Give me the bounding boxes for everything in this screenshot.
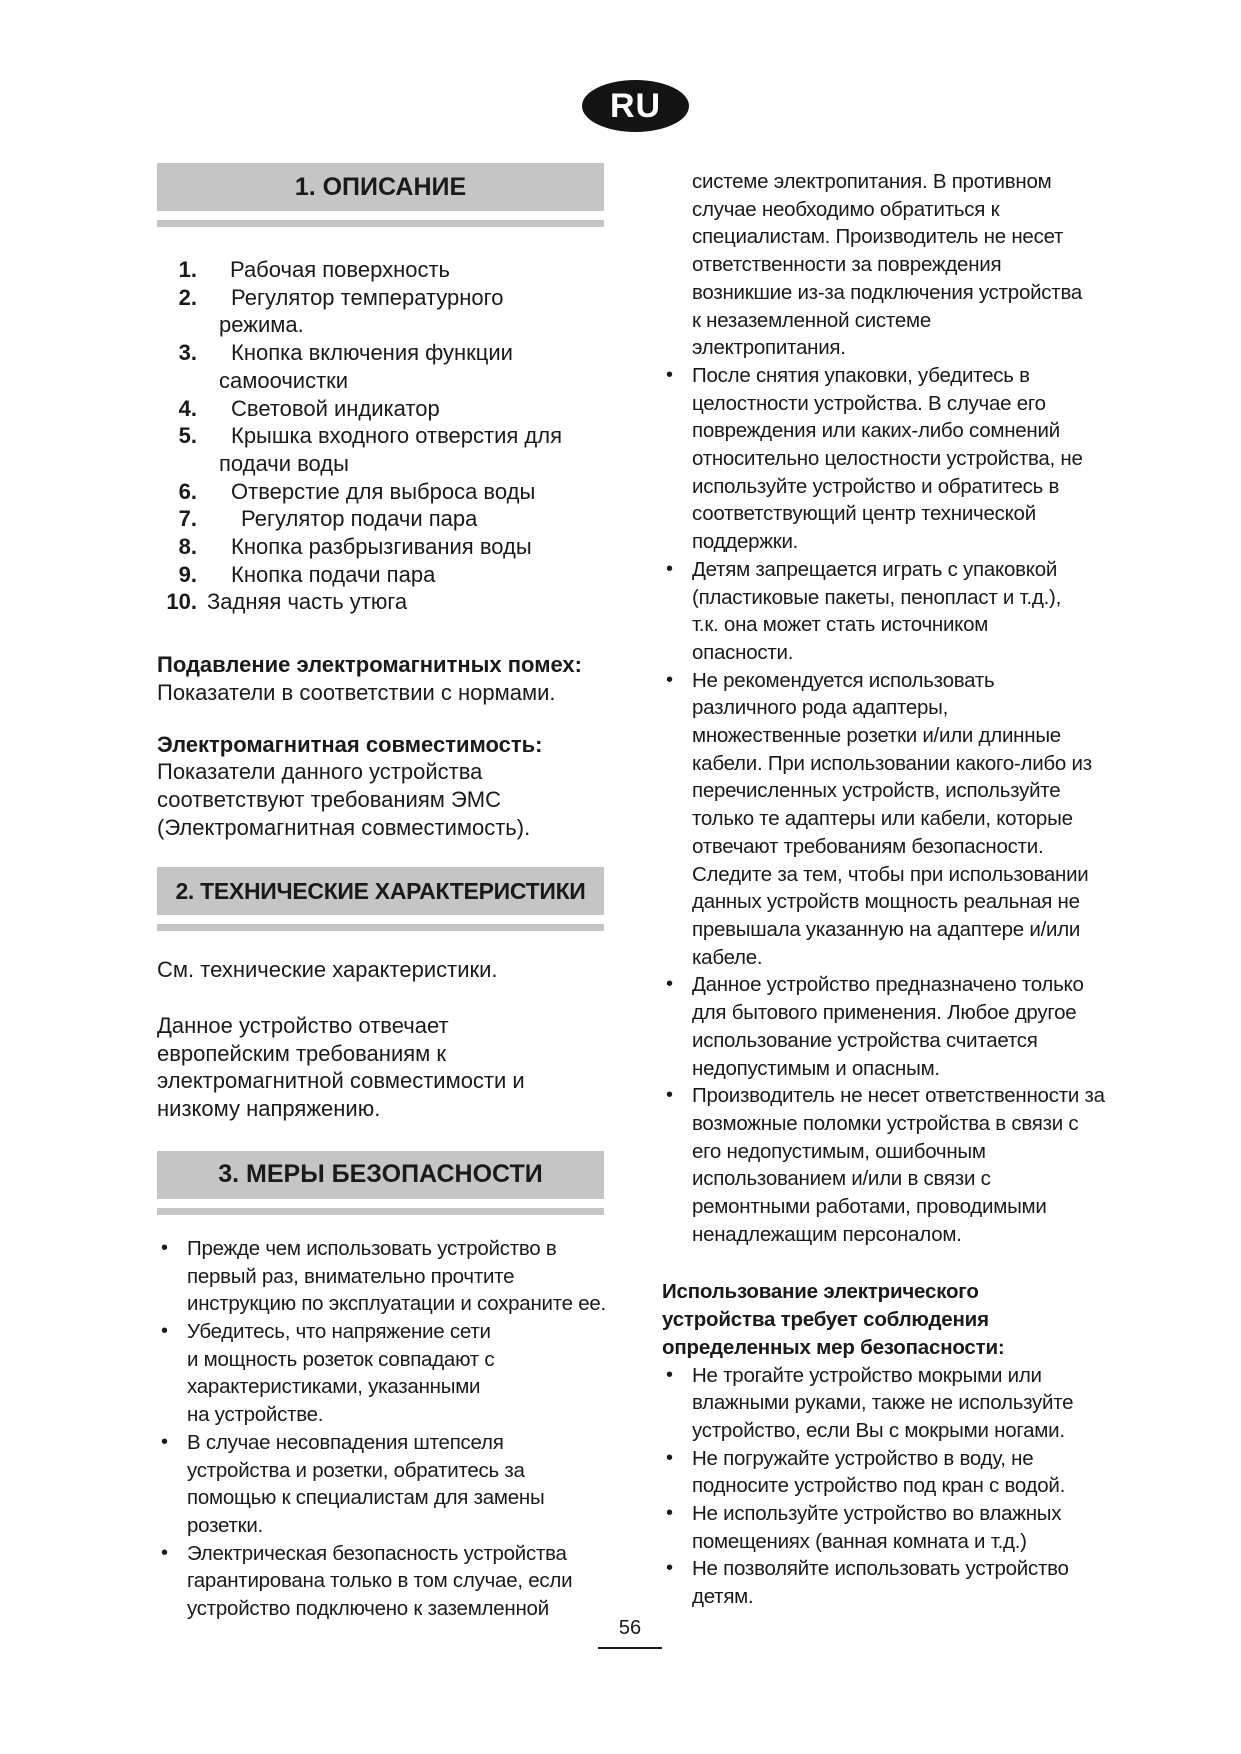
list-item xyxy=(157,478,604,506)
item-number: 4. xyxy=(178,395,197,421)
list-item xyxy=(157,256,604,284)
list-item xyxy=(157,284,604,339)
list-item xyxy=(157,505,604,533)
safety-list-left xyxy=(157,1235,627,1623)
left-column xyxy=(157,163,604,1623)
page-number-rule xyxy=(598,1647,662,1649)
item-number: 7. xyxy=(178,506,197,532)
list-item: • Не позволяйте использовать устройство детям. xyxy=(662,1555,1102,1610)
list-item: • Электрическая безопасность устройства гарантирована только в том случае, если устройство подключено к заземленной xyxy=(157,1540,607,1623)
item-text: Регулятор подачи пара xyxy=(241,506,478,532)
section-3-title: 3. МЕРЫ БЕЗОПАСНОСТИ xyxy=(157,1151,604,1199)
right-column xyxy=(662,168,1107,1611)
list-item xyxy=(157,422,604,477)
list-item xyxy=(157,561,604,589)
list-item: • Детям запрещается играть с упаковкой (пластиковые пакеты, пенопласт и т.д.), т.к. она может стать источником опасности. xyxy=(662,556,1092,667)
list-item: • Убедитесь, что напряжение сети и мощность розеток совпадают с характеристиками, указанными на устройстве. xyxy=(157,1318,507,1429)
list-item: • В случае несовпадения штепселя устройства и розетки, обратитесь за помощью к специалистам для замены розетки. xyxy=(157,1429,577,1540)
item-text: Крышка входного отверстия для подачи воды xyxy=(219,423,562,476)
spec-reference: См. технические характеристики. xyxy=(157,957,498,983)
emi-heading: Подавление электромагнитных помех: xyxy=(157,652,582,678)
list-item: • Прежде чем использовать устройство в первый раз, внимательно прочтите инструкцию по эксплуатации и сохраните ее. xyxy=(157,1235,607,1318)
item-text: Световой индикатор xyxy=(231,395,440,421)
item-number: 6. xyxy=(178,478,197,504)
list-item xyxy=(157,588,604,616)
item-number: 9. xyxy=(178,561,197,587)
item-text: Задняя часть утюга xyxy=(207,589,408,615)
list-item: • Не рекомендуется использовать различного рода адаптеры, множественные розетки и/или длинные кабели. При использовании какого-либо из перечисленных устройств, используйте только те адаптеры или кабели, которые отвечают требованиям безопасности. Следите за тем, чтобы при использовании данных устройств мощность реальная не превышала указанную на адаптере и/или кабеле. xyxy=(662,667,1097,972)
list-item xyxy=(157,533,604,561)
list-item: • Данное устройство предназначено только для бытового применения. Любое другое использование устройства считается недопустимым и опасным. xyxy=(662,971,1107,1082)
grounding-continuation: системе электропитания. В противном случае необходимо обратиться к специалистам. Производитель не несет ответственности за повреждения возникшие из-за подключения устройства к незаземленной системе электропитания. xyxy=(692,170,1082,360)
item-text: Кнопка включения функции самоочистки xyxy=(219,340,513,393)
list-item: • Производитель не несет ответственности за возможные поломки устройства в связи с его недопустимым, ошибочным использованием и/или в связи с ремонтными работами, проводимыми ненадлежащим персоналом. xyxy=(662,1082,1107,1248)
safety-list-right xyxy=(662,362,1107,1249)
item-number: 8. xyxy=(178,534,197,560)
electric-safety-list xyxy=(662,1362,1107,1611)
page-number: 56 xyxy=(618,1617,642,1639)
section-1-rule xyxy=(157,220,604,227)
item-text: Кнопка подачи пара xyxy=(231,561,436,587)
item-number: 5. xyxy=(178,423,197,449)
emi-text: Показатели в соответствии с нормами. xyxy=(157,679,556,705)
item-text: Отверстие для выброса воды xyxy=(231,478,536,504)
item-text: Кнопка разбрызгивания воды xyxy=(231,534,532,560)
parts-list xyxy=(157,256,604,616)
list-item xyxy=(157,339,604,394)
item-number: 2. xyxy=(178,284,197,310)
emc-text: Показатели данного устройства соответствуют требованиям ЭМС (Электромагнитная совместимость). xyxy=(157,759,531,840)
section-2-title: 2. ТЕХНИЧЕСКИЕ ХАРАКТЕРИСТИКИ xyxy=(157,867,604,915)
item-number: 1. xyxy=(178,257,197,282)
language-badge: RU xyxy=(582,80,689,132)
item-text: Регулятор температурного режима. xyxy=(219,284,504,338)
list-item: • Не трогайте устройство мокрыми или влажными руками, также не используйте устройство, если Вы с мокрыми ногами. xyxy=(662,1362,1117,1445)
item-number: 10. xyxy=(166,589,197,615)
list-item xyxy=(157,395,604,423)
item-number: 3. xyxy=(178,340,197,366)
section-2-rule xyxy=(157,924,604,931)
list-item: • Не погружайте устройство в воду, не подносите устройство под кран с водой. xyxy=(662,1445,1102,1500)
list-item: • Не используйте устройство во влажных помещениях (ванная комната и т.д.) xyxy=(662,1500,1102,1555)
compliance-text: Данное устройство отвечает европейским требованиям к электромагнитной совместимости и низкому напряжению. xyxy=(157,1013,525,1122)
section-3-rule xyxy=(157,1208,604,1215)
item-text: Рабочая поверхность xyxy=(230,257,450,282)
emc-heading: Электромагнитная совместимость: xyxy=(157,731,543,757)
section-1-title: 1. ОПИСАНИЕ xyxy=(157,163,604,211)
electric-safety-heading: Использование электрического устройства требует соблюдения определенных мер безопасности: xyxy=(662,1280,1005,1359)
list-item: • После снятия упаковки, убедитесь в целостности устройства. В случае его повреждения или каких-либо сомнений относительно целостности устройства, не используйте устройство и обратитесь в соответствующий центр технической поддержки. xyxy=(662,362,1092,556)
